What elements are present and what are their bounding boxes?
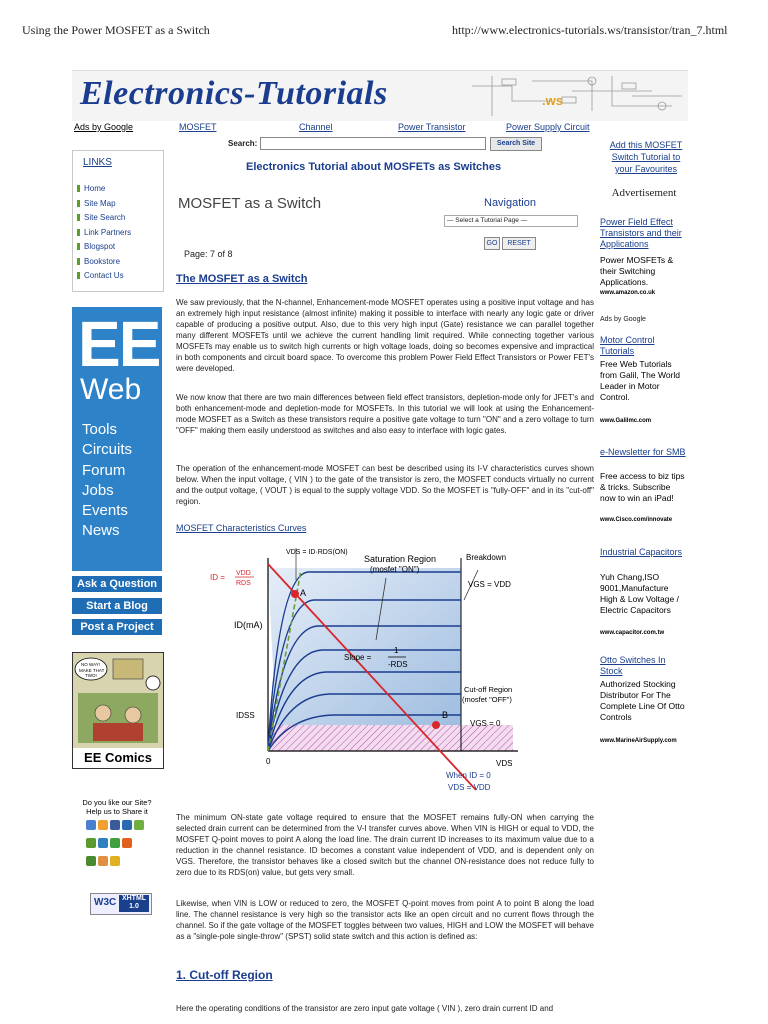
cutoff-region-heading: 1. Cut-off Region [176,968,273,982]
eeweb-menu-forum[interactable]: Forum [82,462,126,479]
id-formula-num: VDD [236,570,251,577]
svg-text:MAKE THAT: MAKE THAT [79,668,105,673]
ad-capacitors-body: Yuh Chang,ISO 9001,Manufacture High & Low Voltage / Electric Capacitors [600,572,679,615]
links-sidebar [72,150,164,292]
id-formula-left: ID = [210,573,225,582]
idss-label: IDSS [236,711,255,720]
eeweb-web: Web [80,373,142,406]
eeweb-menu-events[interactable]: Events [82,502,128,519]
search-label: Search: [228,139,258,148]
ee-comics-ad[interactable] [72,652,164,769]
slope-num: 1 [394,646,399,655]
slope-label: Slope = [344,653,372,662]
page-title: MOSFET as a Switch [178,195,322,212]
google-share-icon[interactable] [86,820,96,830]
ad-enewsletter-body: Free access to biz tips & tricks. Subscribe now to win an iPad! [600,471,685,503]
characteristics-curves-link[interactable]: MOSFET Characteristics Curves [176,523,307,533]
stumble-share-icon[interactable] [134,820,144,830]
w3c-xhtml-badge[interactable] [90,893,152,915]
eeweb-menu-jobs[interactable]: Jobs [82,482,114,499]
bullet-icon [77,258,80,265]
id-formula-den: RDS [236,580,251,587]
paragraph-3: The operation of the enhancement-mode MOSFET can best be described using its I-V characteristics curves shown below. When the input voltage, ( VIN ) to the gate of the transistor is zero, the MOSFET conducts virtually no current and the output voltage, ( VOUT ) is equal to the supply voltage VDD. So the MOSFET is "fully-OFF" and in its "cut-off" region. [176,464,594,506]
ad-otto-switches-url[interactable]: www.MarineAirSupply.com [600,738,677,744]
ad-motor-control-link[interactable]: Motor Control Tutorials [600,335,655,356]
slope-den: -RDS [388,660,408,669]
circuit-decoration-icon [472,71,688,121]
bullet-icon [77,185,80,192]
sidebar-item-contact-us[interactable]: Contact Us [77,271,124,280]
add-favourites-link[interactable]: Add this MOSFET Switch Tutorial to your Favourites [609,140,683,174]
ad-power-fet-url[interactable]: www.amazon.co.uk [600,290,656,296]
ee-comics-caption: EE Comics [73,748,163,768]
ads-by-google-link[interactable]: Ads by Google [74,122,134,132]
share-prompt: Do you like our Site? Help us to Share it [82,798,152,816]
cutoff-region-label: Cut-off Region [464,685,513,694]
xhtml-badge: XHTML 1.0 [119,895,149,912]
tutorial-heading: Electronics Tutorial about MOSFETs as Switches [246,161,502,173]
ad-power-fet-body: Power MOSFETs & their Switching Applications. [600,255,674,287]
bullet-icon [77,272,80,279]
ad-capacitors-link[interactable]: Industrial Capacitors [600,547,683,557]
ad-enewsletter-url[interactable]: www.Cisco.com/innovate [600,517,673,523]
ads-by-google-label: Ads by Google [600,316,646,323]
point-a-label: A [300,588,307,598]
go-button[interactable]: GO [484,237,500,250]
eeweb-menu-circuits[interactable]: Circuits [82,441,133,458]
sidebar-item-link-partners[interactable]: Link Partners [77,228,131,237]
sidebar-item-blogspot[interactable]: Blogspot [77,242,115,251]
sidebar-item-home[interactable]: Home [77,184,105,193]
point-b-marker [432,721,440,729]
post-project-button[interactable]: Post a Project [72,619,162,635]
ad-otto-switches-link[interactable]: Otto Switches In Stock [600,655,666,676]
eeweb-ee: EE [78,308,160,380]
ad-power-fet-link[interactable]: Power Field Effect Transistors and their Applications [600,217,682,249]
cutoff-region-hatch [268,725,513,751]
vgs-zero-label: VGS = 0 [470,719,501,728]
favorite-share-icon[interactable] [110,856,120,866]
topnav-mosfet[interactable]: MOSFET [179,122,217,132]
point-a-marker [291,590,299,598]
mixx-share-icon[interactable] [110,838,120,848]
when-id-zero-label: When ID = 0 [446,771,491,780]
bullet-icon [77,200,80,207]
paragraph-5: Likewise, when VIN is LOW or reduced to zero, the MOSFET Q-point moves from point A to point B along the load line. The channel resistance is very high so the transistor acts like an open circuit and no current flows through the channel. So if the gate voltage of the MOSFET toggles between two values, HIGH and LOW the MOSFET will behave as a "single-pole single-throw" (SPST) solid state switch and this action is defined as: [176,899,594,941]
reddit-share-icon[interactable] [86,838,96,848]
saturation-region-sub: (mosfet "ON") [370,565,420,574]
print-page-title: Using the Power MOSFET as a Switch [22,23,210,37]
ad-otto-switches-body: Authorized Stocking Distributor For The Complete Line Of Otto Controls [600,679,685,722]
links-heading: LINKS [83,157,112,168]
vgs-vdd-label: VGS = VDD [468,580,511,589]
section-heading: The MOSFET as a Switch [176,273,308,285]
eeweb-menu-tools[interactable]: Tools [82,421,118,438]
mosfet-characteristics-figure [206,540,526,802]
delicious-share-icon[interactable] [110,820,120,830]
ad-enewsletter-link[interactable]: e-Newsletter for SMB [600,447,686,457]
sidebar-item-bookstore[interactable]: Bookstore [77,257,120,266]
sidebar-item-site-map[interactable]: Site Map [77,199,116,208]
last-line: Here the operating conditions of the transistor are zero input gate voltage ( VIN ), zero drain current ID and [176,1004,554,1013]
vds-id-rds-label: VDS = ID·RDS(ON) [286,549,348,556]
ask-question-button[interactable]: Ask a Question [72,576,162,592]
topnav-power-supply-circuit[interactable]: Power Supply Circuit [506,122,590,132]
topnav-power-transistor[interactable]: Power Transistor [398,122,466,132]
rss-share-icon[interactable] [122,838,132,848]
digg-share-icon[interactable] [122,820,132,830]
bookmark-share-icon[interactable] [98,820,108,830]
tweet-share-icon[interactable] [86,856,96,866]
navigation-label: Navigation [484,197,536,209]
origin-label: 0 [266,757,271,766]
id-ma-axis-label: ID(mA) [234,620,263,630]
site-logo-suffix: .ws [542,93,563,108]
comic-illustration-icon [73,653,163,748]
tutorial-page-select[interactable]: — Select a Tutorial Page — [444,215,578,227]
bullet-icon [77,229,80,236]
paragraph-1: We saw previously, that the N-channel, Enhancement-mode MOSFET operates using a positive input voltage and has an extremely high input resistance (almost infinite) making it possible to interface with nearly any logic gate or driver capable of producing a positive output. Also, due to this very high input (Gate) resistance we can parallel together many different MOSFETs until we achieve the current handling limit required. While connecting together various MOSFETs may enable us to switch high currents or high voltage loads, doing so becomes expensive and impractical in both components and circuit board space. To overcome this problem Power Field Effect Transistors or Power FET's were developed. [176,298,594,373]
bullet-icon [77,243,80,250]
topnav-channel[interactable]: Channel [299,122,333,132]
cutoff-region-sub: (mosfet "OFF") [462,695,512,704]
advertisement-label: Advertisement [611,187,677,199]
start-blog-button[interactable]: Start a Blog [72,598,162,614]
vds-axis-label: VDS [496,759,513,768]
svg-text:TWO!: TWO! [85,673,97,678]
search-site-button[interactable]: Search Site [490,137,542,151]
vds-vdd-label: VDS = VDD [448,783,491,792]
site-banner[interactable] [72,70,688,121]
email-share-icon[interactable] [98,856,108,866]
breakdown-label: Breakdown [466,553,507,562]
w3c-logo: W3C [94,897,117,908]
ad-motor-control-body: Free Web Tutorials from Galil, The World Leader in Motor Control. [600,359,680,402]
ad-capacitors-url[interactable]: www.capacitor.com.tw [600,630,665,636]
eeweb-ad[interactable] [72,307,162,571]
paragraph-2: We now know that there are two main differences between field effect transistors, depletion-mode only for JFET's and both enhancement-mode and depletion-mode for MOSFETs. In this tutorial we will look at using the Enhancement-mode MOSFET as a Switch as these transistors require a positive gate voltage to turn "ON" and a zero voltage to turn "OFF" making them easily understood as switches and also easy to interface with logic gates. [176,393,594,435]
svg-text:NO WAY!: NO WAY! [81,662,100,667]
bullet-icon [77,214,80,221]
paragraph-4: The minimum ON-state gate voltage required to ensure that the MOSFET remains fully-ON when carrying the selected drain current can be determined from the V-I transfer curves above. When VIN is HIGH or equal to VDD, the MOSFET Q-point moves to point A along the load line. The drain current ID increases to its maximum value due to a reduction in the channel resistance. ID becomes a constant value independent of VDD, and is dependent only on VGS. Therefore, the transistor behaves like a closed switch but the channel ON-resistance does not reduce fully to zero due to its RDS(on) value, but gets very small. [176,813,594,877]
reset-button[interactable]: RESET [502,237,536,250]
eeweb-menu-news[interactable]: News [82,522,120,539]
site-logo[interactable]: Electronics-Tutorials [80,75,388,112]
search-bar [228,139,536,148]
saturation-region-label: Saturation Region [364,554,437,564]
point-b-label: B [442,710,449,720]
share-icons [85,818,145,872]
ad-motor-control-url[interactable]: www.Galilmc.com [600,418,652,424]
print-page-url: http://www.electronics-tutorials.ws/transistor/tran_7.html [452,23,728,37]
page-indicator: Page: 7 of 8 [184,249,233,259]
sidebar-item-site-search[interactable]: Site Search [77,213,125,222]
facebook-share-icon[interactable] [98,838,108,848]
search-input[interactable] [260,137,486,150]
